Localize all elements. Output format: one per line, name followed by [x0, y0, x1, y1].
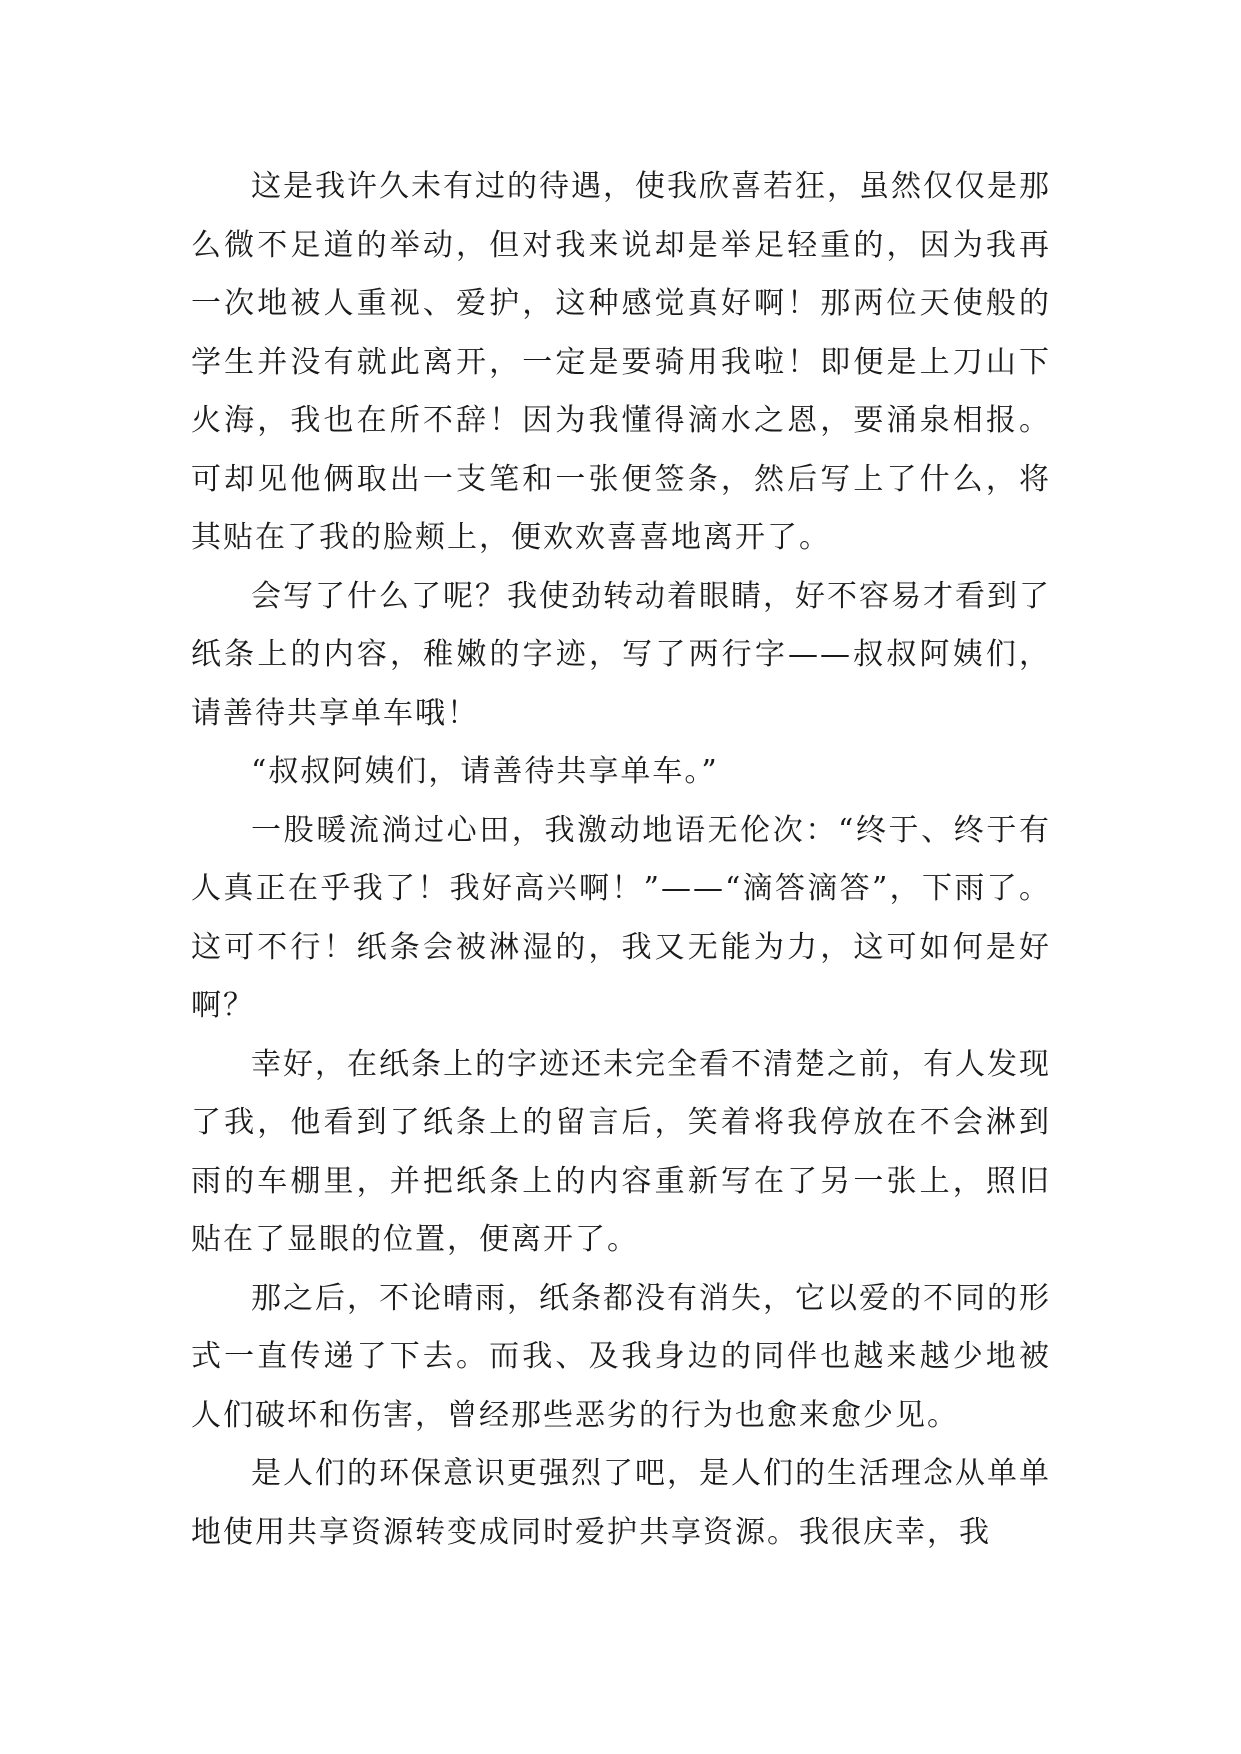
paragraph: “叔叔阿姨们，请善待共享单车。”: [251, 754, 719, 789]
paragraph: 是人们的环保意识更强烈了吧，是人们的生活理念从单单地使用共享资源转变成同时爱护共享资源。我很庆幸，我: [191, 1456, 1051, 1550]
paragraph: 一股暖流淌过心田，我激动地语无伦次：“终于、终于有人真正在乎我了！我好高兴啊！”——“滴答滴答”，下雨了。这可不行！纸条会被淋湿的，我又无能为力，这可如何是好啊？: [191, 812, 1051, 1023]
paragraph: 幸好，在纸条上的字迹还未完全看不清楚之前，有人发现了我，他看到了纸条上的留言后，笑着将我停放在不会淋到雨的车棚里，并把纸条上的内容重新写在了另一张上，照旧贴在了显眼的位置，便离开了。: [191, 1046, 1051, 1257]
paragraph: 那之后，不论晴雨，纸条都没有消失，它以爱的不同的形式一直传递了下去。而我、及我身边的同伴也越来越少地被人们破坏和伤害，曾经那些恶劣的行为也愈来愈少见。: [191, 1280, 1051, 1433]
paragraph: 这是我许久未有过的待遇，使我欣喜若狂，虽然仅仅是那么微不足道的举动，但对我来说却是举足轻重的，因为我再一次地被人重视、爱护，这种感觉真好啊！那两位天使般的学生并没有就此离开，一定是要骑用我啦！即便是上刀山下火海，我也在所不辞！因为我懂得滴水之恩，要涌泉相报。可却见他俩取出一支笔和一张便签条，然后写上了什么，将其贴在了我的脸颊上，便欢欢喜喜地离开了。: [191, 169, 1051, 555]
paragraph: 会写了什么了呢？我使劲转动着眼睛，好不容易才看到了纸条上的内容，稚嫩的字迹，写了两行字——叔叔阿姨们，请善待共享单车哦！: [191, 578, 1051, 731]
document-body: [191, 158, 1051, 1562]
